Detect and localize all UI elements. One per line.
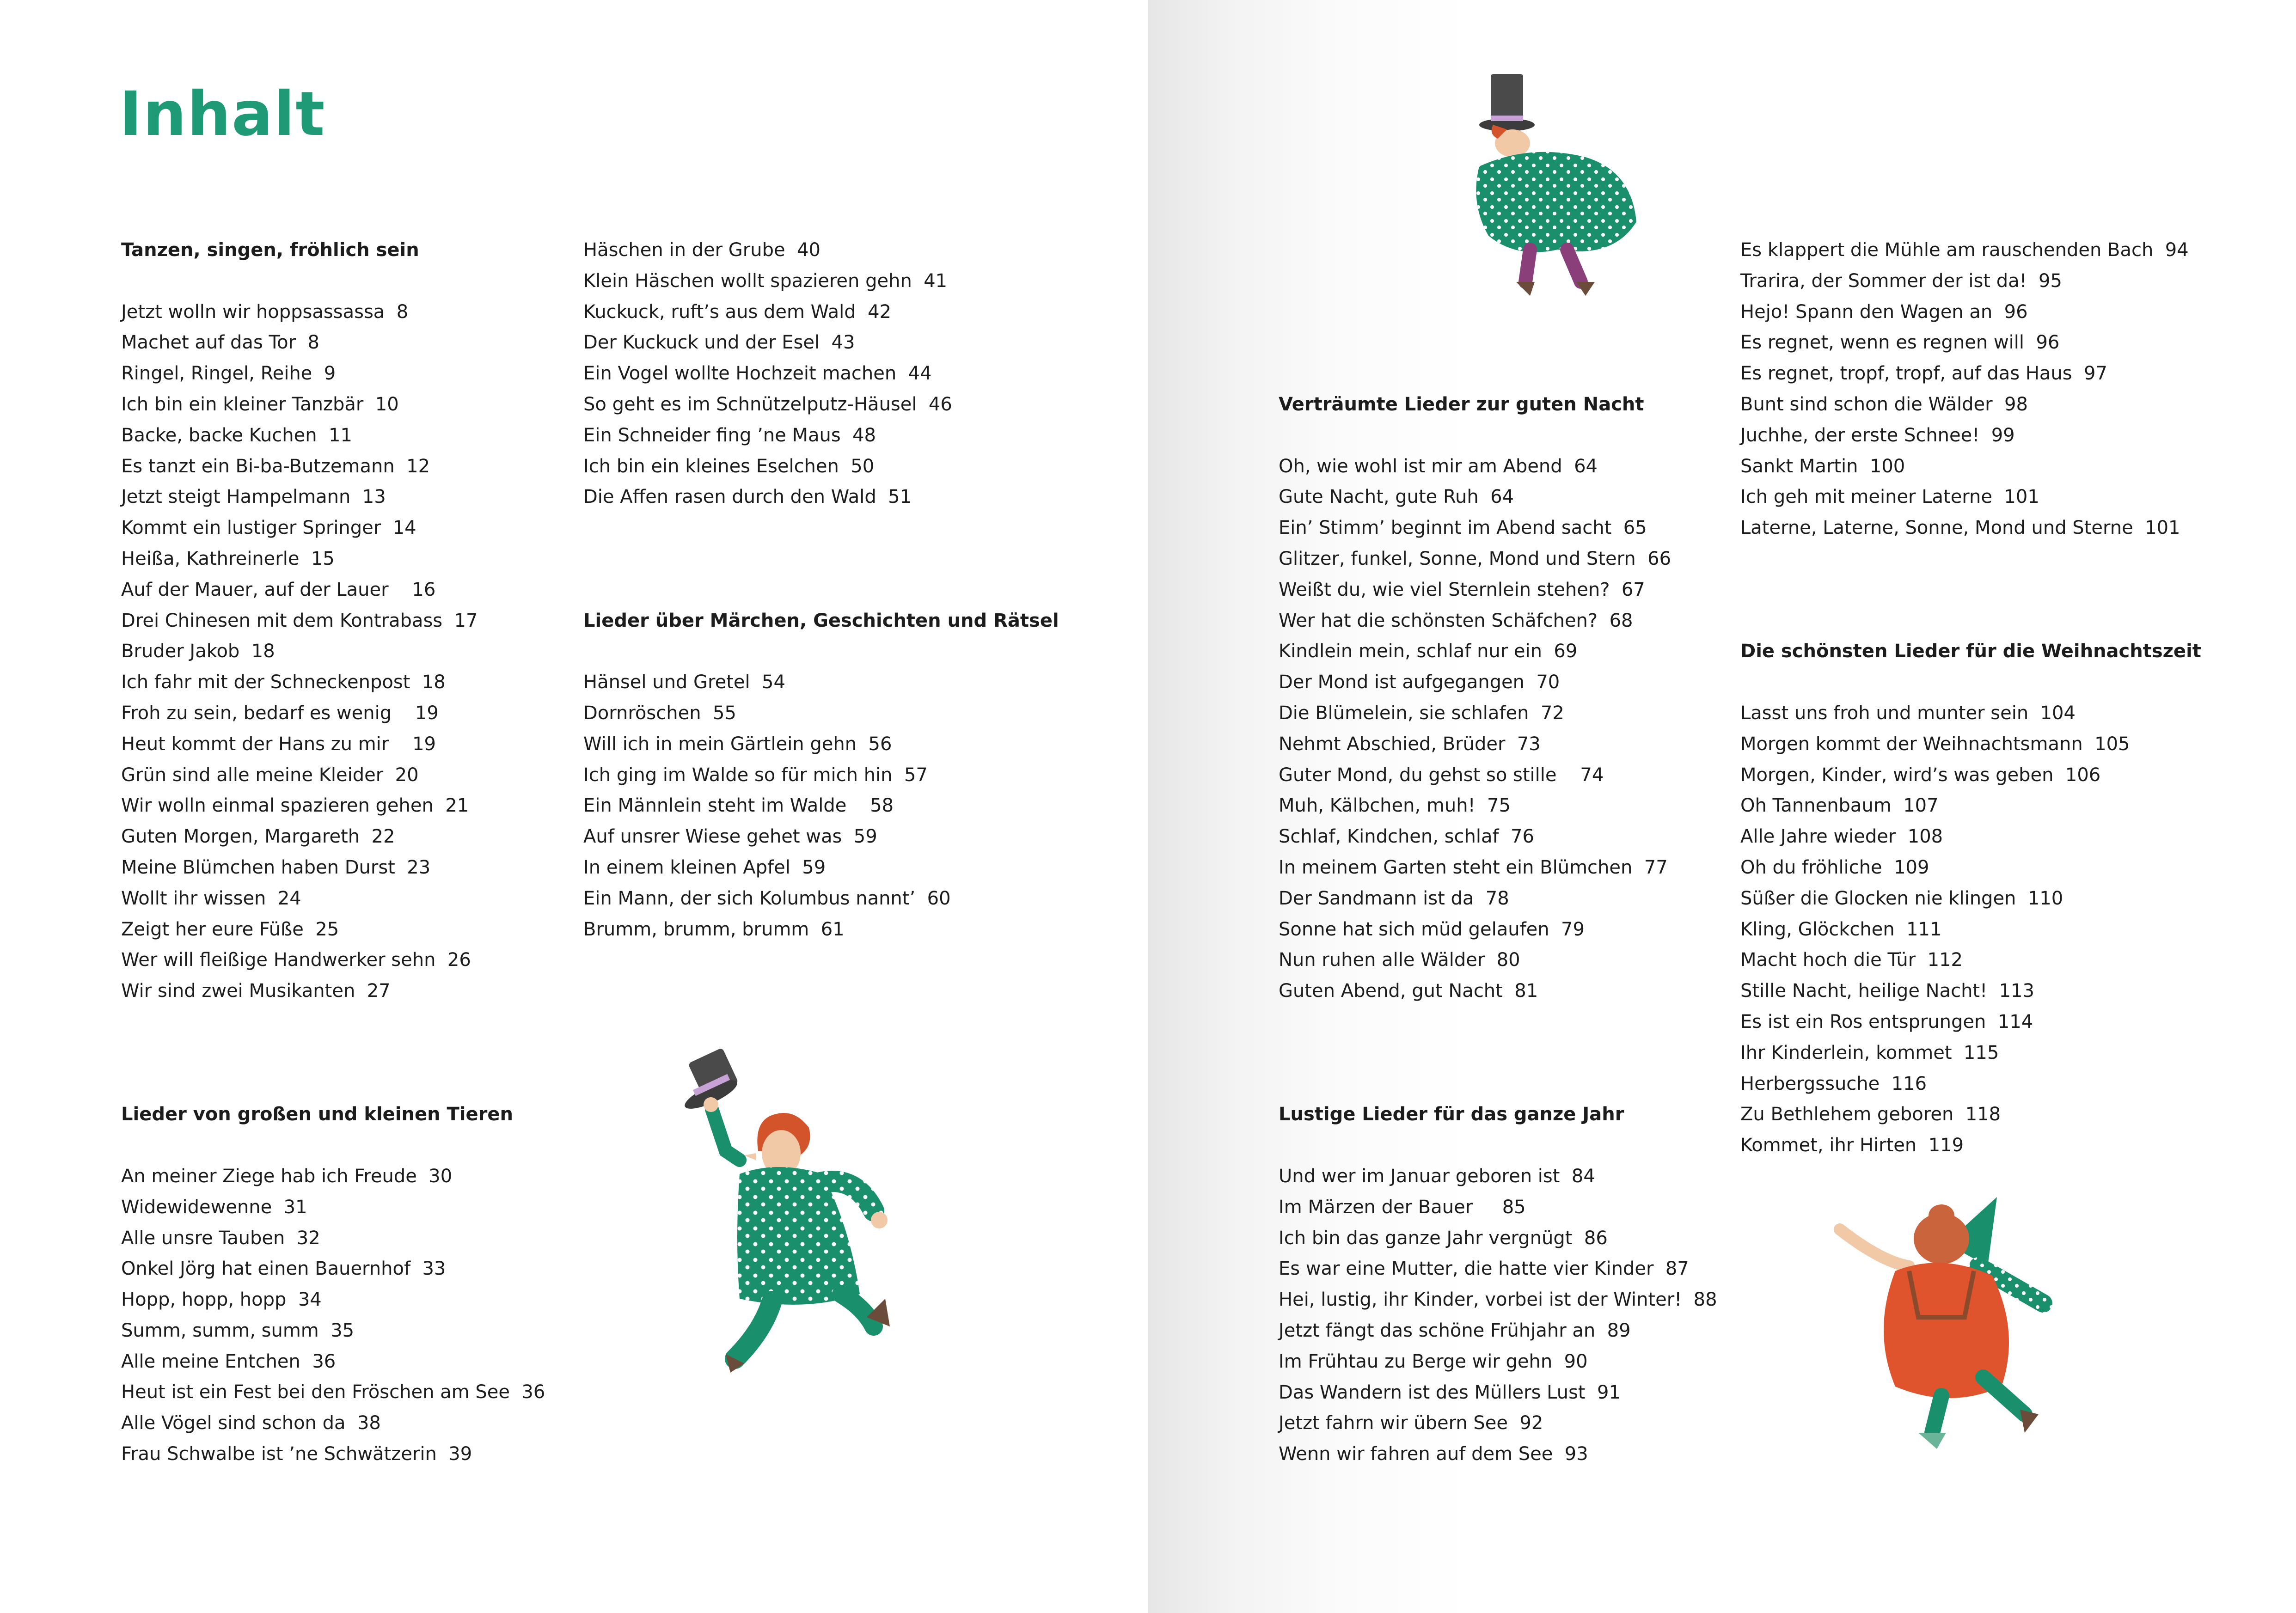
toc-entry[interactable]: Glitzer, funkel, Sonne, Mond und Stern 66 (1279, 548, 1671, 569)
toc-entry[interactable]: Das Wandern ist des Müllers Lust 91 (1279, 1381, 1621, 1403)
toc-entry[interactable]: In meinem Garten steht ein Blümchen 77 (1279, 856, 1668, 878)
toc-entry[interactable]: Meine Blümchen haben Durst 23 (121, 856, 431, 878)
toc-entry[interactable]: Ihr Kinderlein, kommet 115 (1740, 1042, 1999, 1063)
toc-entry[interactable]: Hejo! Spann den Wagen an 96 (1740, 301, 2028, 323)
toc-entry[interactable]: Alle meine Entchen 36 (121, 1350, 336, 1372)
toc-entry[interactable]: Ein Vogel wollte Hochzeit machen 44 (583, 363, 932, 385)
toc-entry[interactable]: Zeigt her eure Füße 25 (121, 918, 339, 940)
toc-entry[interactable]: Brumm, brumm, brumm 61 (583, 918, 845, 940)
toc-entry[interactable]: Kommt ein lustiger Springer 14 (121, 517, 416, 539)
toc-section-tiere-continued (583, 235, 1059, 513)
toc-section-tiere (121, 1099, 545, 1470)
toc-entry[interactable]: Dornröschen 55 (583, 702, 736, 724)
toc-entry[interactable]: Frau Schwalbe ist ’ne Schwätzerin 39 (121, 1443, 472, 1465)
toc-entry[interactable]: Weißt du, wie viel Sternlein stehen? 67 (1279, 579, 1645, 600)
toc-entry[interactable]: Hei, lustig, ihr Kinder, vorbei ist der Winter! 88 (1279, 1289, 1717, 1311)
toc-entry[interactable]: Bruder Jakob 18 (121, 641, 275, 662)
toc-entry[interactable]: Wollt ihr wissen 24 (121, 887, 301, 909)
toc-entry[interactable]: Und wer im Januar geboren ist 84 (1279, 1165, 1595, 1187)
toc-entry[interactable]: Ich ging im Walde so für mich hin 57 (583, 764, 928, 786)
toc-entry[interactable]: Stille Nacht, heilige Nacht! 113 (1740, 980, 2034, 1002)
toc-entry[interactable]: Ringel, Ringel, Reihe 9 (121, 363, 336, 385)
toc-entry[interactable]: Es regnet, wenn es regnen will 96 (1740, 332, 2060, 354)
toc-entry[interactable]: Häschen in der Grube 40 (583, 239, 820, 261)
toc-section-ganzes-jahr (1279, 1099, 1717, 1470)
toc-entry[interactable]: Es tanzt ein Bi-ba-Butzemann 12 (121, 455, 430, 477)
toc-entry[interactable]: Jetzt fängt das schöne Frühjahr an 89 (1279, 1320, 1631, 1341)
top-hat-icon (1479, 74, 1535, 131)
hatted-man-illustration (1461, 65, 1646, 305)
toc-entry[interactable]: Onkel Jörg hat einen Bauernhof 33 (121, 1258, 446, 1280)
toc-list (121, 1161, 545, 1470)
toc-entry[interactable]: Kuckuck, ruft’s aus dem Wald 42 (583, 301, 892, 323)
section-title: Lieder von großen und kleinen Tieren (121, 1104, 513, 1125)
toc-list (121, 297, 545, 1007)
toc-entry[interactable]: Der Kuckuck und der Esel 43 (583, 332, 855, 354)
section-title: Die schönsten Lieder für die Weihnachtszeit (1740, 641, 2201, 662)
toc-entry[interactable]: Jetzt fahrn wir übern See 92 (1279, 1412, 1543, 1434)
toc-section-ganzes-jahr-continued (1740, 235, 2201, 544)
toc-list (1740, 235, 2201, 544)
toc-entry[interactable]: Ein Mann, der sich Kolumbus nannt’ 60 (583, 887, 951, 909)
toc-entry[interactable]: Ich bin das ganze Jahr vergnügt 86 (1279, 1227, 1608, 1249)
toc-entry[interactable]: Macht hoch die Tür 112 (1740, 949, 1963, 971)
toc-entry[interactable]: Gute Nacht, gute Ruh 64 (1279, 486, 1514, 508)
toc-entry[interactable]: Heißa, Kathreinerle 15 (121, 548, 335, 569)
toc-entry[interactable]: Sankt Martin 100 (1740, 455, 1905, 477)
toc-entry[interactable]: Jetzt wolln wir hoppsassassa 8 (121, 301, 409, 323)
toc-list (1740, 698, 2201, 1161)
toc-entry[interactable]: Trarira, der Sommer der ist da! 95 (1740, 270, 2062, 292)
toc-entry[interactable]: Summ, summ, summ 35 (121, 1320, 355, 1341)
toc-entry[interactable]: Heut ist ein Fest bei den Fröschen am See 36 (121, 1381, 545, 1403)
toc-entry[interactable]: Wenn wir fahren auf dem See 93 (1279, 1443, 1588, 1465)
toc-entry[interactable]: Nun ruhen alle Wälder 80 (1279, 949, 1520, 971)
toc-entry[interactable]: Alle unsre Tauben 32 (121, 1227, 320, 1249)
toc-entry[interactable]: Oh du fröhliche 109 (1740, 856, 1929, 878)
toc-entry[interactable]: Die Affen rasen durch den Wald 51 (583, 486, 912, 508)
toc-entry[interactable]: Heut kommt der Hans zu mir 19 (121, 733, 436, 755)
toc-entry[interactable]: Wer hat die schönsten Schäfchen? 68 (1279, 610, 1633, 631)
toc-entry[interactable]: Schlaf, Kindchen, schlaf 76 (1279, 826, 1534, 848)
toc-entry[interactable]: Machet auf das Tor 8 (121, 332, 319, 354)
toc-section-gute-nacht (1279, 389, 1717, 1007)
toc-entry[interactable]: Hopp, hopp, hopp 34 (121, 1289, 322, 1311)
toc-entry[interactable]: Sonne hat sich müd gelaufen 79 (1279, 918, 1585, 940)
toc-column-3 (1279, 389, 1717, 1470)
toc-entry[interactable]: Es ist ein Ros entsprungen 114 (1740, 1011, 2033, 1033)
toc-entry[interactable]: Bunt sind schon die Wälder 98 (1740, 393, 2028, 415)
toc-entry[interactable]: Ein Männlein steht im Walde 58 (583, 795, 894, 817)
toc-entry[interactable]: Widewidewenne 31 (121, 1196, 307, 1218)
toc-column-2 (583, 235, 1059, 945)
toc-entry[interactable]: Laterne, Laterne, Sonne, Mond und Sterne 101 (1740, 517, 2180, 539)
toc-section-weihnachtszeit (1740, 636, 2201, 1161)
toc-entry[interactable]: Alle Vögel sind schon da 38 (121, 1412, 381, 1434)
toc-entry[interactable]: Backe, backe Kuchen 11 (121, 424, 352, 446)
toc-list (583, 235, 1059, 513)
toc-entry[interactable]: Ich bin ein kleines Eselchen 50 (583, 455, 875, 477)
toc-list (583, 667, 1059, 945)
toc-entry[interactable]: Oh, wie wohl ist mir am Abend 64 (1279, 455, 1598, 477)
toc-entry[interactable]: Ich geh mit meiner Laterne 101 (1740, 486, 2039, 508)
toc-entry[interactable]: Es war eine Mutter, die hatte vier Kinder 87 (1279, 1258, 1689, 1280)
toc-entry[interactable]: Herbergssuche 116 (1740, 1073, 1927, 1094)
toc-entry[interactable]: Guter Mond, du gehst so stille 74 (1279, 764, 1604, 786)
toc-section-maerchen (583, 605, 1059, 945)
toc-entry[interactable]: Jetzt steigt Hampelmann 13 (121, 486, 386, 508)
toc-entry[interactable]: Ich fahr mit der Schneckenpost 18 (121, 672, 446, 693)
toc-entry[interactable]: Grün sind alle meine Kleider 20 (121, 764, 419, 786)
toc-entry[interactable]: So geht es im Schnützelputz-Häusel 46 (583, 393, 952, 415)
toc-entry[interactable]: Alle Jahre wieder 108 (1740, 826, 1943, 848)
toc-column-4 (1740, 235, 2201, 1161)
toc-entry[interactable]: Kling, Glöckchen 111 (1740, 918, 1942, 940)
toc-entry[interactable]: Will ich in mein Gärtlein gehn 56 (583, 733, 892, 755)
toc-entry[interactable]: Kommet, ihr Hirten 119 (1740, 1135, 1964, 1156)
toc-entry[interactable]: Auf unsrer Wiese gehet was 59 (583, 826, 877, 848)
toc-entry[interactable]: Auf der Mauer, auf der Lauer 16 (121, 579, 436, 600)
toc-entry[interactable]: Im Märzen der Bauer 85 (1279, 1196, 1526, 1218)
toc-entry[interactable]: Juchhe, der erste Schnee! 99 (1740, 424, 2015, 446)
toc-entry[interactable]: Morgen kommt der Weihnachtsmann 105 (1740, 733, 2130, 755)
toc-entry[interactable]: Der Mond ist aufgegangen 70 (1279, 672, 1560, 693)
toc-entry[interactable]: Wir wolln einmal spazieren gehen 21 (121, 795, 469, 817)
toc-entry[interactable]: Zu Bethlehem geboren 118 (1740, 1104, 2001, 1125)
toc-entry[interactable]: Ein’ Stimm’ beginnt im Abend sacht 65 (1279, 517, 1647, 539)
section-title: Lustige Lieder für das ganze Jahr (1279, 1104, 1624, 1125)
toc-entry[interactable]: Ich bin ein kleiner Tanzbär 10 (121, 393, 399, 415)
toc-entry[interactable]: Muh, Kälbchen, muh! 75 (1279, 795, 1511, 817)
toc-list (1279, 451, 1717, 1007)
section-title: Lieder über Märchen, Geschichten und Rätsel (583, 610, 1059, 631)
toc-entry[interactable]: Morgen, Kinder, wird’s was geben 106 (1740, 764, 2101, 786)
toc-entry[interactable]: Wir sind zwei Musikanten 27 (121, 980, 391, 1002)
toc-entry[interactable]: Es regnet, tropf, tropf, auf das Haus 97 (1740, 363, 2107, 385)
toc-section-tanzen (121, 235, 545, 1007)
toc-entry[interactable]: Im Frühtau zu Berge wir gehn 90 (1279, 1350, 1588, 1372)
toc-entry[interactable]: Die Blümelein, sie schlafen 72 (1279, 702, 1564, 724)
toc-entry[interactable]: Guten Morgen, Margareth 22 (121, 826, 395, 848)
dancing-couple-illustration (1826, 1192, 2066, 1460)
toc-entry[interactable]: Kindlein mein, schlaf nur ein 69 (1279, 641, 1578, 662)
toc-entry[interactable]: Drei Chinesen mit dem Kontrabass 17 (121, 610, 478, 631)
toc-entry[interactable]: Guten Abend, gut Nacht 81 (1279, 980, 1538, 1002)
dancing-man-illustration (656, 1035, 897, 1377)
section-title: Tanzen, singen, fröhlich sein (121, 239, 419, 261)
section-title: Verträumte Lieder zur guten Nacht (1279, 394, 1644, 415)
toc-list (1279, 1161, 1717, 1470)
toc-entry[interactable]: In einem kleinen Apfel 59 (583, 856, 826, 878)
toc-entry[interactable]: Klein Häschen wollt spazieren gehn 41 (583, 270, 948, 292)
toc-entry[interactable]: Hänsel und Gretel 54 (583, 672, 785, 693)
toc-entry[interactable]: An meiner Ziege hab ich Freude 30 (121, 1165, 453, 1187)
toc-entry[interactable]: Oh Tannenbaum 107 (1740, 795, 1939, 817)
toc-column-1 (121, 235, 545, 1470)
toc-entry[interactable]: Froh zu sein, bedarf es wenig 19 (121, 702, 439, 724)
page-title: Inhalt (119, 79, 326, 150)
toc-entry[interactable]: Der Sandmann ist da 78 (1279, 887, 1509, 909)
toc-entry[interactable]: Lasst uns froh und munter sein 104 (1740, 702, 2076, 724)
toc-entry[interactable]: Nehmt Abschied, Brüder 73 (1279, 733, 1541, 755)
toc-entry[interactable]: Wer will fleißige Handwerker sehn 26 (121, 949, 471, 971)
toc-entry[interactable]: Es klappert die Mühle am rauschenden Bach 94 (1740, 239, 2189, 261)
toc-entry[interactable]: Süßer die Glocken nie klingen 110 (1740, 887, 2063, 909)
toc-entry[interactable]: Ein Schneider fing ’ne Maus 48 (583, 424, 876, 446)
